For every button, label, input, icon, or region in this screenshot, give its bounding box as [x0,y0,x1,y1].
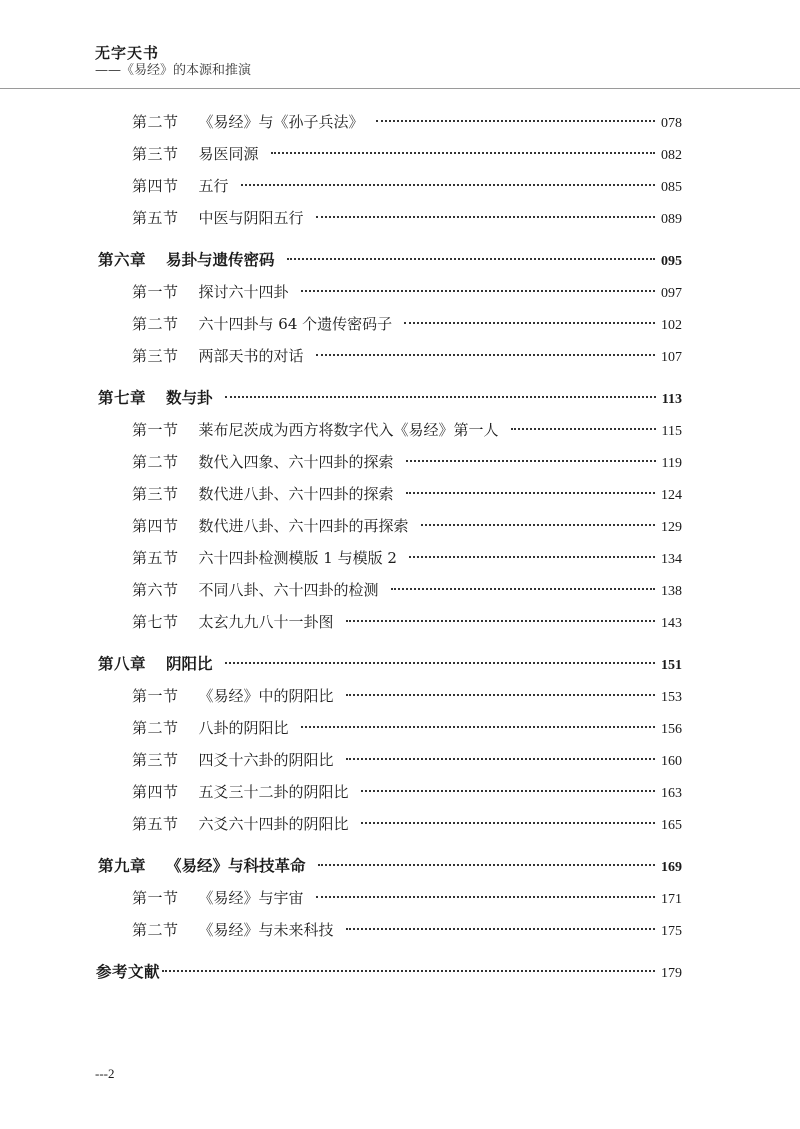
dot-leader [162,970,655,972]
toc-entry-number: 第三节 [132,751,179,769]
toc-section-entry[interactable] [132,514,682,538]
toc-chapter-entry[interactable] [98,386,682,410]
toc-entry-page: 169 [661,860,682,875]
toc-entry-number: 第七章 [98,389,147,407]
toc-entry-number: 第一节 [132,421,179,439]
toc-entry-title: 莱布尼茨成为西方将数字代入《易经》第一人 [198,421,499,439]
toc-entry-title: 易医同源 [198,145,259,163]
book-subtitle: ——《易经》的本源和推演 [95,63,252,78]
toc-entry-page: 107 [661,350,682,365]
toc-entry-title: 五行 [198,177,229,195]
toc-section-entry[interactable] [132,812,682,836]
dot-leader [316,896,655,898]
toc-section-entry[interactable] [132,886,682,910]
dot-leader [346,758,655,760]
toc-entry-number: 第二节 [132,113,179,131]
dot-leader [406,460,656,462]
toc-section-entry[interactable] [132,684,682,708]
toc-entry-page: 138 [661,584,682,599]
toc-entry-number: 第三节 [132,347,179,365]
dot-leader [301,290,655,292]
dot-leader [391,588,655,590]
toc-entry-title: 数代进八卦、六十四卦的再探索 [198,517,409,535]
dot-leader [301,726,655,728]
dot-leader [225,662,655,664]
toc-section-entry[interactable] [132,610,682,634]
toc-entry-page: 165 [661,818,682,833]
toc-entry-title: 数与卦 [166,389,213,407]
header-rule [0,88,800,89]
toc-section-entry[interactable] [132,174,682,198]
toc-entry-page: 129 [661,520,682,535]
toc-entry-title: 《易经》与宇宙 [198,889,304,907]
toc-section-entry[interactable] [132,280,682,304]
toc-entry-page: 097 [661,286,682,301]
toc-entry-number: 第五节 [132,209,179,227]
toc-entry-title: 《易经》与科技革命 [166,857,306,875]
toc-entry-number: 参考文献 [96,963,161,981]
toc-entry-title: 不同八卦、六十四卦的检测 [198,581,379,599]
toc-entry-number: 第六章 [98,251,147,269]
dot-leader [316,354,655,356]
toc-entry-page: 119 [661,456,682,471]
page-number: ---2 [95,1066,115,1081]
toc-entry-page: 113 [661,392,682,407]
toc-section-entry[interactable] [132,110,682,134]
toc-entry-title: 阴阳比 [166,655,213,673]
toc-entry-title: 五爻三十二卦的阴阳比 [198,783,349,801]
dot-leader [318,864,655,866]
toc-entry-number: 第四节 [132,783,179,801]
toc-entry-title: 八卦的阴阳比 [198,719,289,737]
dot-leader [376,120,655,122]
toc-entry-page: 179 [661,966,682,981]
dot-leader [361,790,655,792]
toc-chapter-entry[interactable] [98,652,682,676]
toc-entry-page: 082 [661,148,682,163]
toc-section-entry[interactable] [132,578,682,602]
toc-section-entry[interactable] [132,716,682,740]
toc-entry-title: 数代进八卦、六十四卦的探索 [198,485,394,503]
toc-entry-page: 151 [661,658,682,673]
toc-entry-page: 163 [661,786,682,801]
toc-entry-number: 第五节 [132,815,179,833]
toc-section-entry[interactable] [132,780,682,804]
toc-section-entry[interactable] [132,418,682,442]
dot-leader [271,152,655,154]
dot-leader [346,928,655,930]
toc-section-entry[interactable] [132,482,682,506]
toc-section-entry[interactable] [132,312,682,336]
toc-entry-number: 第二节 [132,453,179,471]
dot-leader [361,822,655,824]
dot-leader [404,322,655,324]
toc-entry-title: 《易经》与未来科技 [198,921,334,939]
toc-entry-number: 第五节 [132,549,179,567]
toc-entry-page: 156 [661,722,682,737]
toc-entry-page: 078 [661,116,682,131]
toc-entry-page: 134 [661,552,682,567]
toc-entry-number: 第一节 [132,889,179,907]
toc-entry-title: 六十四卦检测模版 1 与模版 2 [198,549,397,567]
toc-entry-title: 六爻六十四卦的阴阳比 [198,815,349,833]
dot-leader [287,258,655,260]
dot-leader [346,620,655,622]
dot-leader [316,216,655,218]
toc-section-entry[interactable] [132,546,682,570]
toc-entry-page: 102 [661,318,682,333]
toc-chapter-entry[interactable] [98,248,682,272]
dot-leader [511,428,656,430]
dot-leader [409,556,655,558]
toc-entry-number: 第九章 [98,857,147,875]
book-title: 无字天书 [95,44,160,62]
toc-entry-title: 探讨六十四卦 [198,283,289,301]
toc-entry-title: 六十四卦与 64 个遗传密码子 [198,315,393,333]
toc-entry-number: 第六节 [132,581,179,599]
dot-leader [346,694,655,696]
toc-entry-page: 085 [661,180,682,195]
toc-entry-number: 第八章 [98,655,147,673]
toc-entry-title: 易卦与遗传密码 [166,251,275,269]
toc-entry-number: 第四节 [132,177,179,195]
toc-entry-title: 数代入四象、六十四卦的探索 [198,453,394,471]
toc-entry-number: 第一节 [132,687,179,705]
toc-entry-title: 中医与阴阳五行 [198,209,304,227]
toc-section-entry[interactable] [132,748,682,772]
dot-leader [241,184,655,186]
toc-entry-page: 175 [661,924,682,939]
toc-entry-title: 四爻十六卦的阴阳比 [198,751,334,769]
toc-entry-title: 《易经》与《孙子兵法》 [198,113,364,131]
toc-entry-title: 两部天书的对话 [198,347,304,365]
toc-entry-number: 第二节 [132,719,179,737]
toc-entry-number: 第二节 [132,315,179,333]
toc-section-entry[interactable] [132,450,682,474]
dot-leader [225,396,656,398]
running-head [95,44,251,80]
dot-leader [421,524,655,526]
toc-chapter-entry[interactable] [98,854,682,878]
toc-entry-title: 《易经》中的阴阳比 [198,687,334,705]
toc-entry-number: 第三节 [132,485,179,503]
toc-entry-title: 太玄九九八十一卦图 [198,613,334,631]
toc-entry-page: 124 [661,488,682,503]
toc-section-entry[interactable] [132,918,682,942]
toc-entry-page: 160 [661,754,682,769]
toc-entry-page: 095 [661,254,682,269]
toc-entry-page: 115 [661,424,682,439]
dot-leader [406,492,655,494]
toc-entry-number: 第二节 [132,921,179,939]
toc-entry-page: 153 [661,690,682,705]
toc-entry-page: 089 [661,212,682,227]
toc-entry-number: 第四节 [132,517,179,535]
toc-entry-page: 143 [661,616,682,631]
toc-section-entry[interactable] [132,206,682,230]
toc-entry-number: 第一节 [132,283,179,301]
toc-section-entry[interactable] [132,142,682,166]
toc-section-entry[interactable] [132,344,682,368]
toc-entry-number: 第七节 [132,613,179,631]
toc-entry-number: 第三节 [132,145,179,163]
toc-references-entry[interactable] [96,960,682,984]
toc-entry-page: 171 [661,892,682,907]
